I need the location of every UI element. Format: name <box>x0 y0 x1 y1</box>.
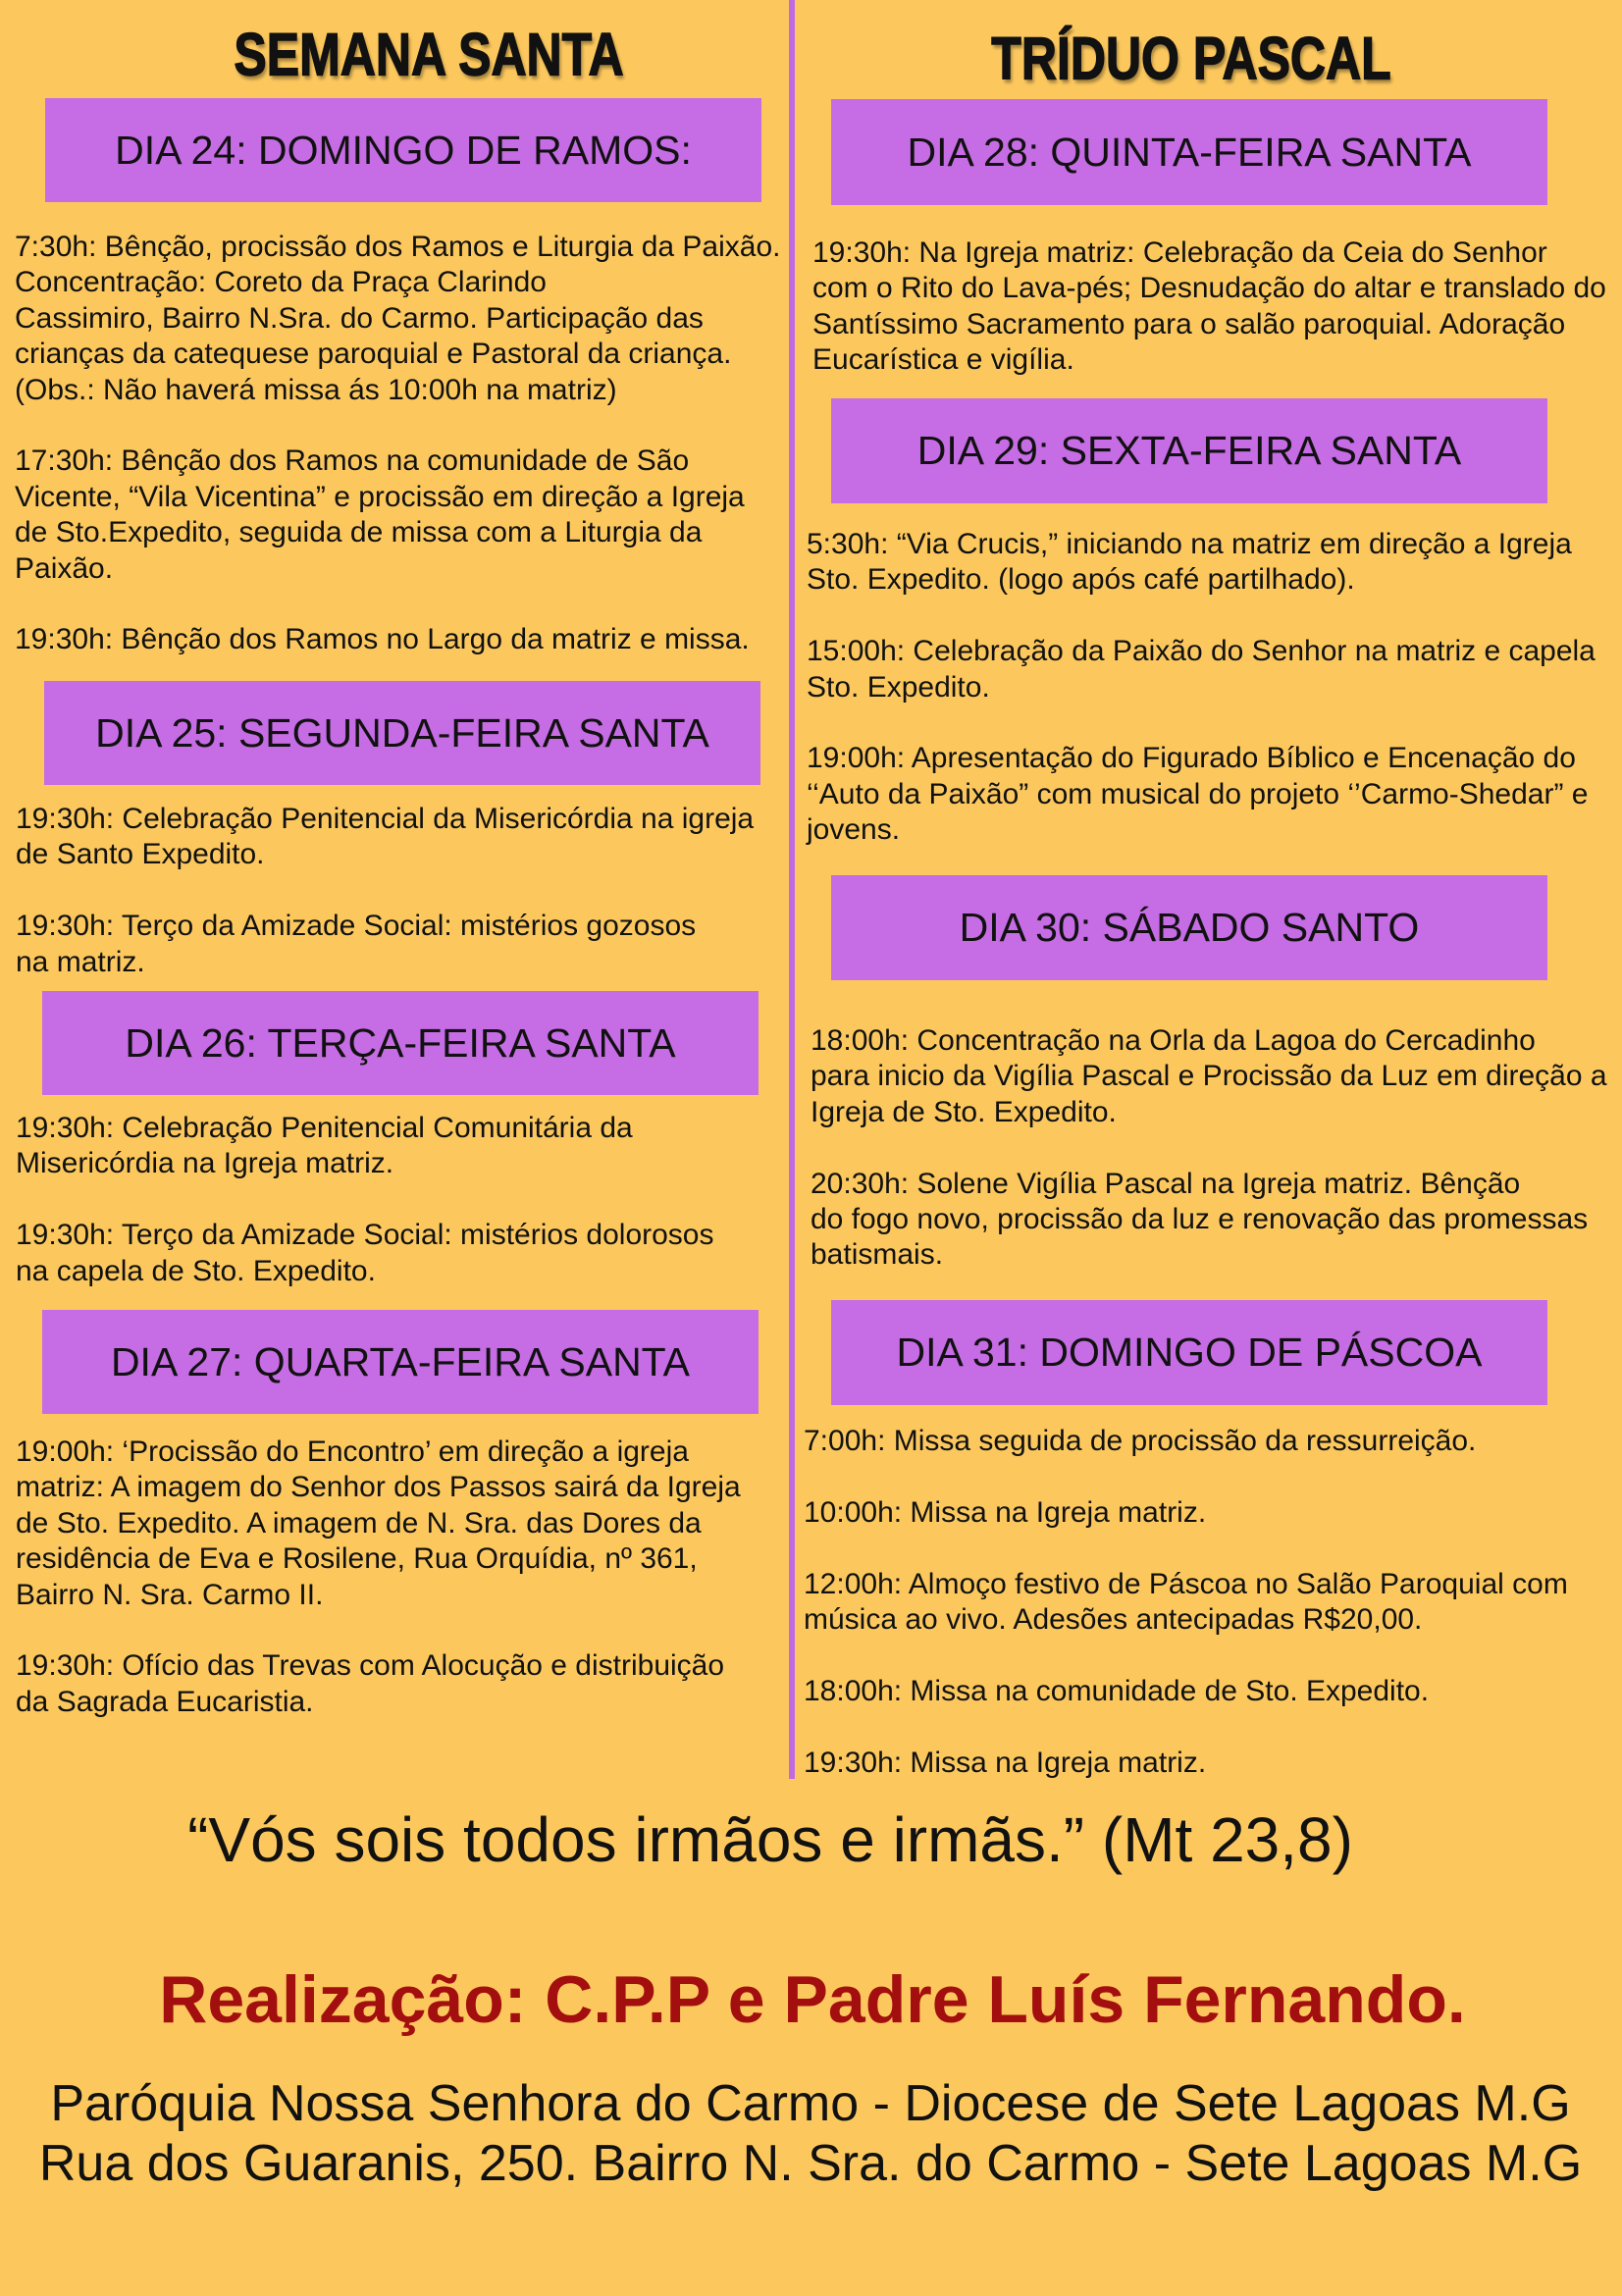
day-27-banner <box>42 1310 759 1414</box>
day-29-events <box>807 527 1596 849</box>
event-text: 19:30h: Ofício das Trevas com Alocução e distribuição da Sagrada Eucaristia. <box>16 1649 725 1718</box>
day-26-banner <box>42 991 759 1095</box>
event-text: 19:30h: Celebração Penitencial da Misericórdia na igreja de Santo Expedito. <box>16 803 755 871</box>
event-text: 19:30h: Terço da Amizade Social: mistérios gozosos na matriz. <box>16 910 697 978</box>
day-29-banner <box>831 398 1547 503</box>
parish-name: Paróquia Nossa Senhora do Carmo - Diocese de Sete Lagoas M.G <box>50 2075 1571 2132</box>
event-text: 19:30h: Na Igreja matriz: Celebração da Ceia do Senhor com o Rito do Lava-pés; Desnudação do altar e translado do Santíssimo Sacramento para o salão paroquial. Adoração Eucarística e vigília. <box>812 236 1606 377</box>
bible-quote: “Vós sois todos irmãos e irmãs.” (Mt 23,8) <box>187 1804 1353 1875</box>
section-title-semana-santa: SEMANA SANTA <box>234 21 624 89</box>
event-text: 17:30h: Bênção dos Ramos na comunidade de São Vicente, “Vila Vicentina” e procissão em direção a Igreja de Sto.Expedito, seguida de missa com a Liturgia da Paixão. <box>15 444 745 585</box>
event-text: 7:30h: Bênção, procissão dos Ramos e Liturgia da Paixão. Concentração: Coreto da Praça Clarindo Cassimiro, Bairro N.Sra. do Carmo. Participação das crianças da catequese paroquial e Pastoral da criança. (Obs.: Não haverá missa ás 10:00h na matriz) <box>15 231 781 406</box>
event-text: 5:30h: “Via Crucis,” iniciando na matriz em direção a Igreja Sto. Expedito. (logo após café partilhado). <box>807 528 1572 597</box>
day-28-label: DIA 28: QUINTA-FEIRA SANTA <box>907 129 1472 175</box>
day-24-label: DIA 24: DOMINGO DE RAMOS: <box>115 127 692 173</box>
event-text: 20:30h: Solene Vigília Pascal na Igreja matriz. Bênção do fogo novo, procissão da luz e renovação das promessas batismais. <box>811 1167 1589 1272</box>
day-28-banner <box>831 99 1547 205</box>
day-30-label: DIA 30: SÁBADO SANTO <box>959 905 1420 950</box>
day-27-label: DIA 27: QUARTA-FEIRA SANTA <box>110 1338 691 1384</box>
credit-line: Realização: C.P.P e Padre Luís Fernando. <box>159 1962 1466 2037</box>
day-27-events <box>16 1435 741 1720</box>
event-text: 19:30h: Bênção dos Ramos no Largo da matriz e missa. <box>15 623 750 656</box>
event-text: 18:00h: Concentração na Orla da Lagoa do Cercadinho para inicio da Vigília Pascal e Procissão da Luz em direção a Igreja de Sto. Expedito. <box>811 1024 1607 1128</box>
day-25-events <box>16 802 754 980</box>
day-26-events <box>16 1111 714 1289</box>
event-text: 15:00h: Celebração da Paixão do Senhor na matriz e capela Sto. Expedito. <box>807 635 1596 704</box>
event-text: 10:00h: Missa na Igreja matriz. <box>804 1495 1207 1529</box>
day-28-events <box>812 235 1606 379</box>
event-text: 19:00h: Apresentação do Figurado Bíblico e Encenação do ‘‘Auto da Paixão” com musical do projeto ‘’Carmo-Shedar” e jovens. <box>807 742 1589 847</box>
event-text: 19:30h: Missa na Igreja matriz. <box>804 1746 1207 1779</box>
day-26-label: DIA 26: TERÇA-FEIRA SANTA <box>125 1019 676 1066</box>
section-title-triduo-pascal: TRÍDUO PASCAL <box>991 25 1391 93</box>
event-text: 18:00h: Missa na comunidade de Sto. Expedito. <box>804 1674 1430 1707</box>
day-24-events <box>15 230 780 658</box>
event-text: 12:00h: Almoço festivo de Páscoa no Salão Paroquial com música ao vivo. Adesões antecipadas R$20,00. <box>804 1567 1568 1636</box>
day-31-banner <box>831 1300 1547 1405</box>
day-25-label: DIA 25: SEGUNDA-FEIRA SANTA <box>95 709 709 756</box>
day-31-label: DIA 31: DOMINGO DE PÁSCOA <box>896 1330 1483 1375</box>
event-text: 7:00h: Missa seguida de procissão da ressurreição. <box>804 1425 1477 1457</box>
day-24-banner <box>45 98 761 202</box>
day-30-banner <box>831 875 1547 980</box>
day-25-banner <box>44 681 760 785</box>
parish-address: Rua dos Guaranis, 250. Bairro N. Sra. do Carmo - Sete Lagoas M.G <box>38 2135 1583 2192</box>
day-31-events <box>804 1424 1568 1781</box>
event-text: 19:30h: Terço da Amizade Social: mistérios dolorosos na capela de Sto. Expedito. <box>16 1219 714 1287</box>
column-divider <box>789 0 795 1779</box>
event-text: 19:30h: Celebração Penitencial Comunitária da Misericórdia na Igreja matriz. <box>16 1112 633 1180</box>
day-29-label: DIA 29: SEXTA-FEIRA SANTA <box>916 428 1462 473</box>
day-30-events <box>811 1023 1607 1274</box>
event-text: 19:00h: ‘Procissão do Encontro’ em direção a igreja matriz: A imagem do Senhor dos Passos sairá da Igreja de Sto. Expedito. A imagem de N. Sra. das Dores da residência de Eva e Rosilene, Rua Orquídia, nº 361, Bairro N. Sra. Carmo II. <box>16 1435 741 1611</box>
